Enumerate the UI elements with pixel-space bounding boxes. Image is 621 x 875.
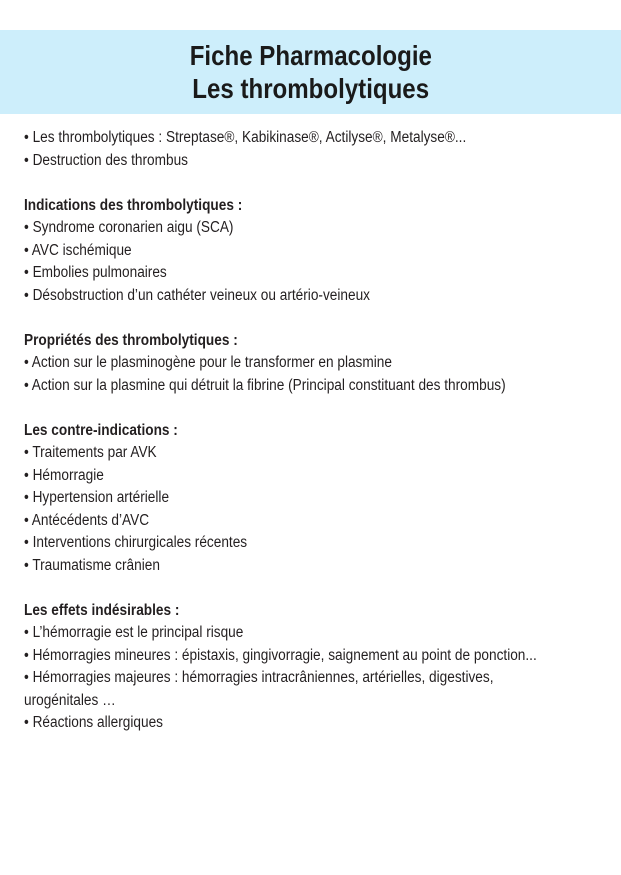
list-item: • Destruction des thrombus: [24, 151, 188, 169]
list-item: • Les thrombolytiques : Streptase®, Kabikinase®, Actilyse®, Metalyse®...: [24, 129, 467, 146]
list-item: • Action sur la plasmine qui détruit la fibrine (Principal constituant des thrombus): [24, 376, 506, 394]
list-item: • Syndrome coronarien aigu (SCA): [24, 219, 234, 236]
list-item: • Embolies pulmonaires: [24, 264, 167, 281]
list-item: • Désobstruction d’un cathéter veineux ou artério-veineux: [24, 286, 370, 304]
contre-indications-section: [24, 420, 597, 578]
document-body: [24, 127, 597, 735]
list-item: • Hémorragie: [24, 466, 104, 484]
section-heading: Indications des thrombolytiques :: [24, 196, 243, 214]
list-item: • Antécédents d’AVC: [24, 511, 150, 529]
list-item: • Réactions allergiques: [24, 714, 163, 731]
list-item: • L’hémorragie est le principal risque: [24, 624, 244, 641]
list-item: • Hypertension artérielle: [24, 489, 170, 506]
list-item: • Action sur le plasminogène pour le transformer en plasmine: [24, 354, 392, 371]
list-item: • AVC ischémique: [24, 241, 132, 259]
list-item: • Traumatisme crânien: [24, 556, 160, 574]
list-item: • Hémorragies mineures : épistaxis, gingivorragie, saignement au point de ponction...: [24, 646, 537, 664]
section-heading: Propriétés des thrombolytiques :: [24, 331, 238, 349]
effets-section: [24, 600, 597, 735]
page-title-line-1: Fiche Pharmacologie: [189, 40, 432, 71]
section-heading: Les contre-indications :: [24, 421, 178, 439]
list-item-continuation: urogénitales …: [24, 691, 116, 709]
list-item: • Traitements par AVK: [24, 444, 157, 461]
section-heading: Les effets indésirables :: [24, 601, 180, 619]
indications-section: [24, 195, 597, 308]
list-item: [24, 667, 597, 690]
list-item-line: • Hémorragies majeures : hémorragies intracrâniennes, artérielles, digestives,: [24, 669, 494, 686]
list-item: • Interventions chirurgicales récentes: [24, 534, 248, 551]
title-banner: [0, 30, 621, 114]
proprietes-section: [24, 330, 597, 398]
intro-section: [24, 127, 597, 172]
page-title-line-2: Les thrombolytiques: [192, 73, 429, 104]
